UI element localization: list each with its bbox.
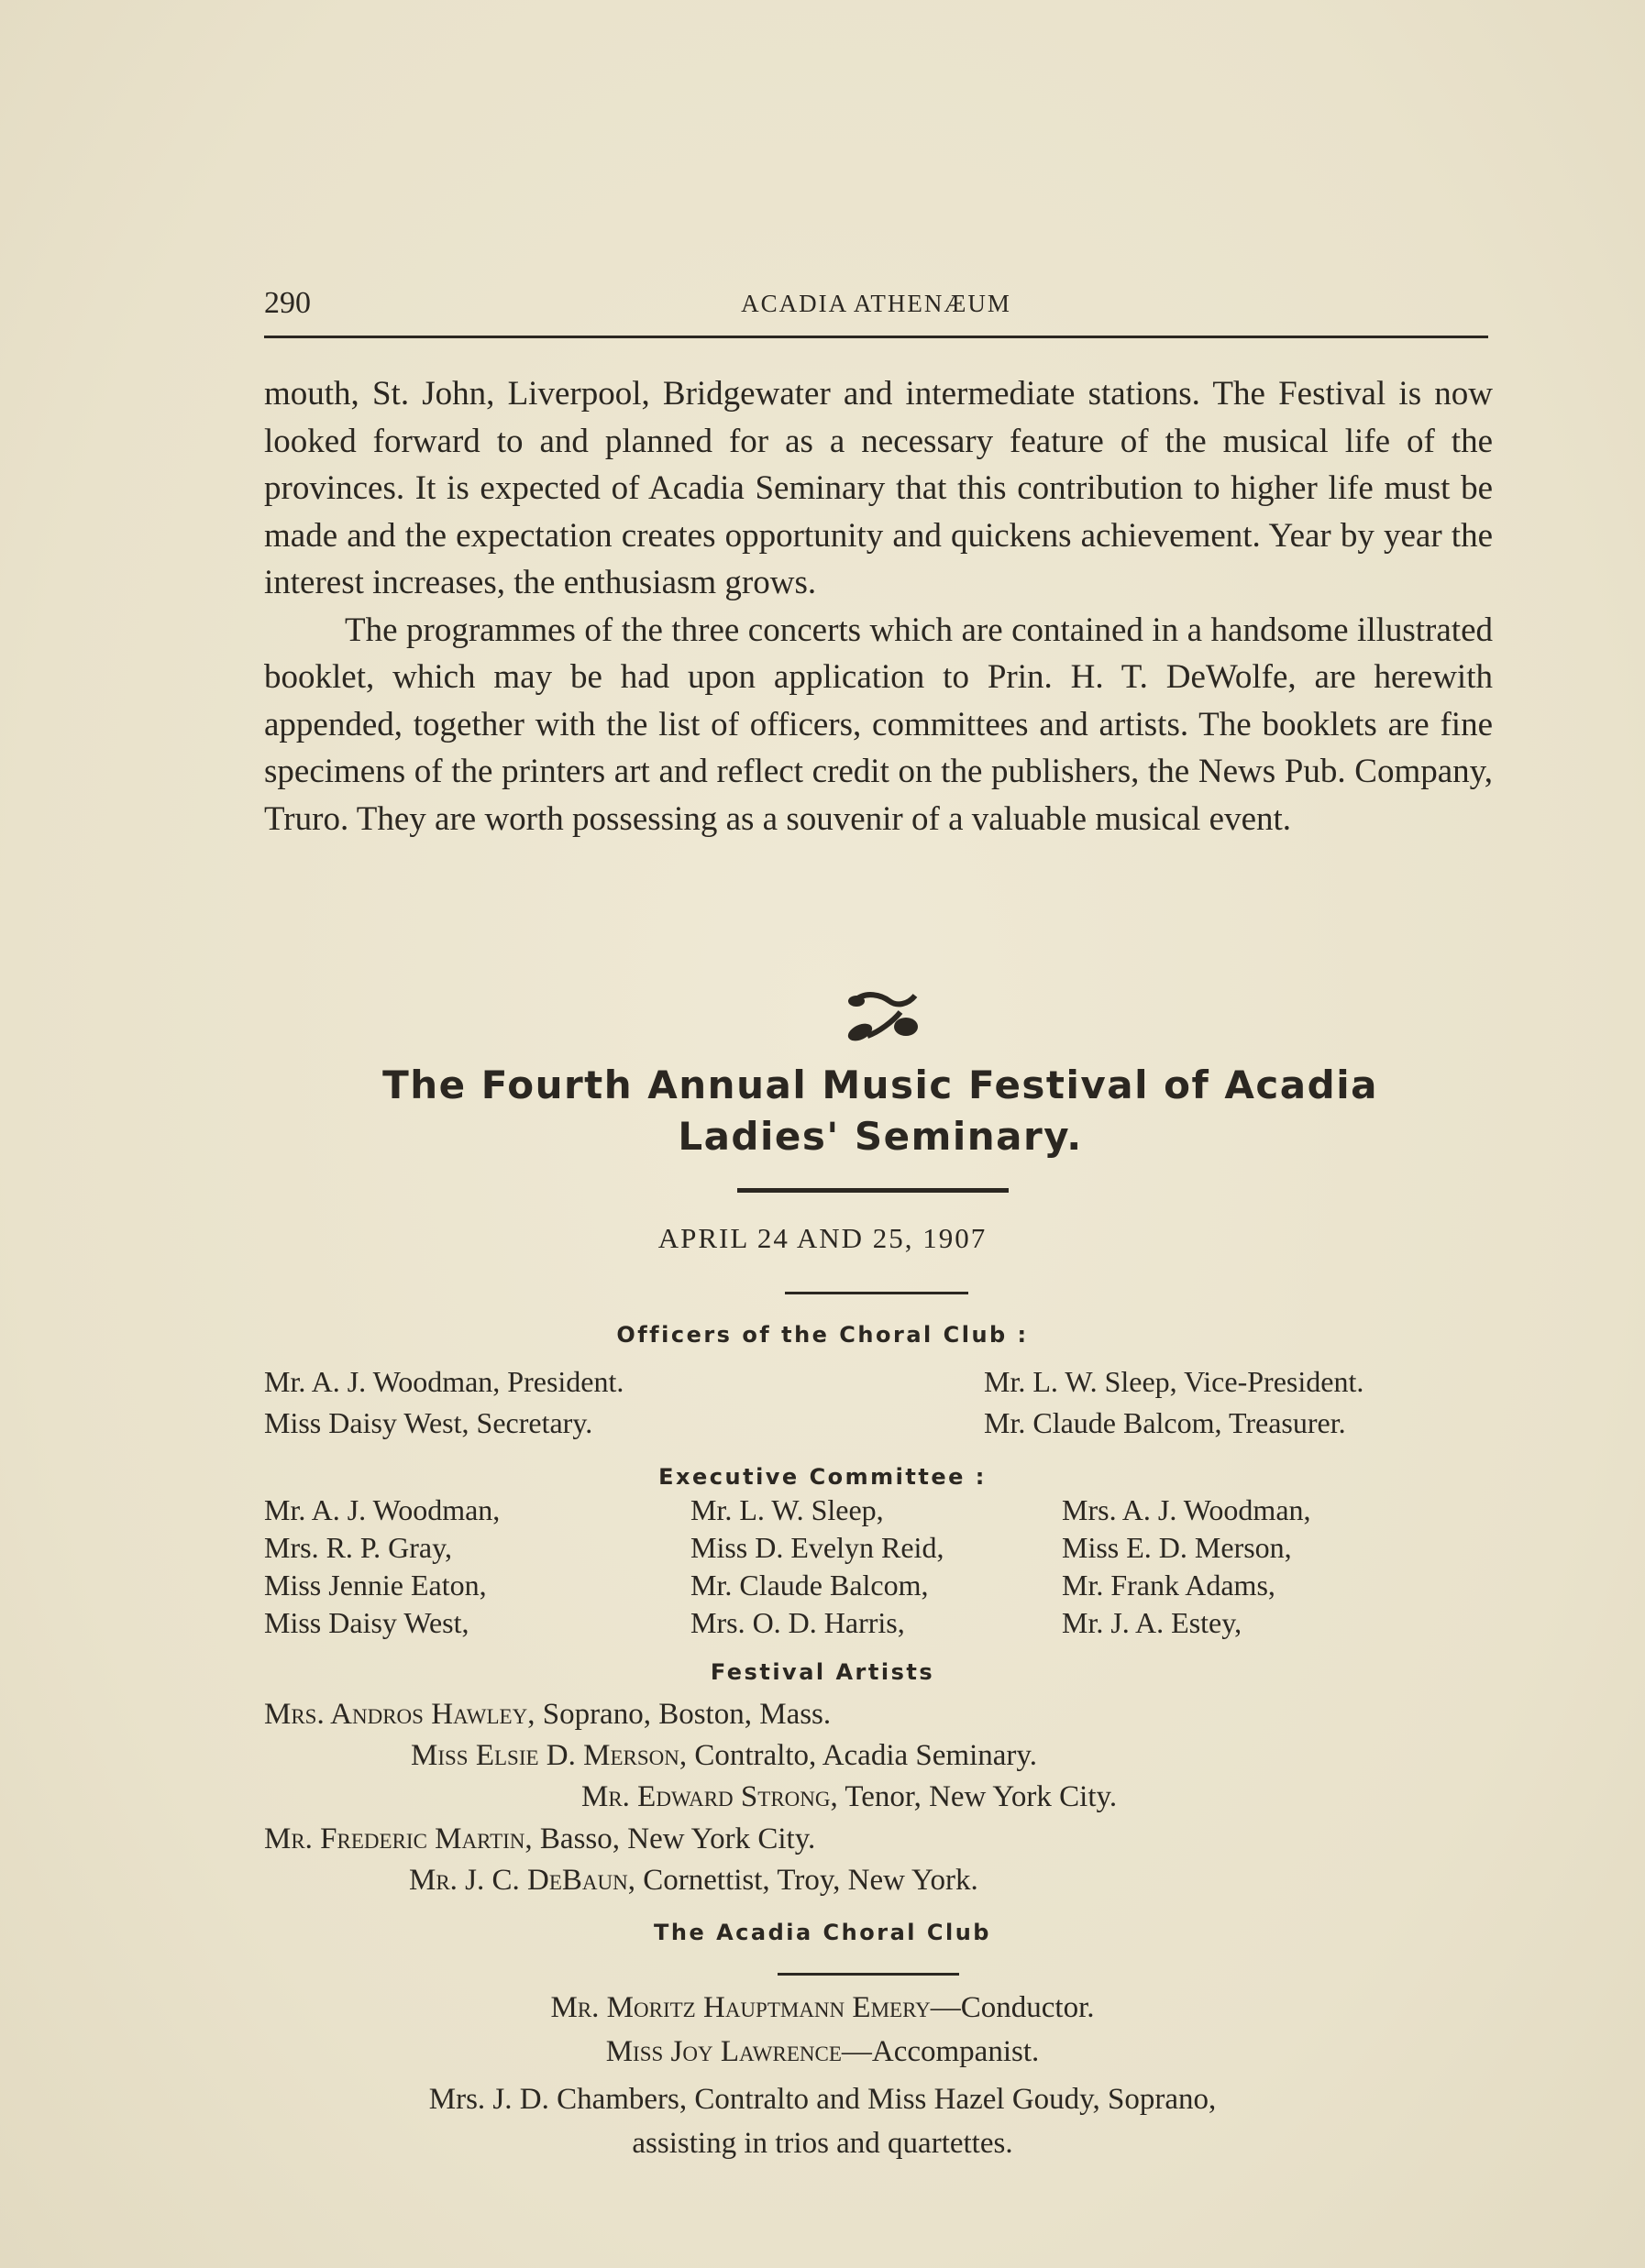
conductor-name: Mr. Moritz Hauptmann Emery [550,1991,931,2024]
officer-item: Mr. A. J. Woodman, President. [264,1365,624,1398]
artist-name: Mr. Frederic Martin, [264,1822,533,1855]
festival-artists-heading: Festival Artists [710,1659,935,1685]
committee-member: Miss Jennie Eaton, [264,1569,487,1602]
artist-entry [581,1780,1117,1814]
artist-detail: Soprano, Boston, Mass. [535,1698,832,1731]
committee-member: Mrs. A. J. Woodman, [1062,1493,1311,1526]
accompanist-name: Miss Joy Lawrence [605,2035,842,2068]
artist-detail: Contralto, Acadia Seminary. [687,1739,1037,1772]
accompanist-line [0,2035,1645,2069]
committee-member: Miss D. Evelyn Reid, [690,1531,944,1564]
conductor-line [0,1991,1645,2025]
committee-member: Mr. J. A. Estey, [1062,1606,1242,1639]
officer-item: Miss Daisy West, Secretary. [264,1406,593,1439]
executive-committee-heading: Executive Committee : [658,1464,987,1490]
festival-title [275,1060,1485,1162]
artist-detail: Tenor, New York City. [837,1780,1118,1813]
committee-member: Mr. L. W. Sleep, [690,1493,884,1526]
committee-member: Miss E. D. Merson, [1062,1531,1292,1564]
conductor-role: —Conductor. [930,1991,1095,2024]
fleuron-ornament-icon [842,988,924,1043]
title-rule [737,1188,1009,1193]
officer-item: Mr. Claude Balcom, Treasurer. [984,1406,1346,1439]
committee-member: Mr. Claude Balcom, [690,1569,929,1602]
artist-detail: Cornettist, Troy, New York. [635,1864,978,1897]
assisting-artists-line: assisting in trios and quartettes. [632,2127,1013,2160]
running-title: ACADIA ATHENÆUM [741,290,1011,317]
festival-dates: APRIL 24 AND 25, 1907 [657,1222,988,1254]
page-header [264,286,1488,323]
artist-name: Miss Elsie D. Merson, [411,1739,688,1772]
committee-member: Mr. A. J. Woodman, [264,1493,501,1526]
choral-club-heading: The Acadia Choral Club [654,1920,991,1945]
artist-entry [409,1864,978,1898]
artist-name: Mrs. Andros Hawley, [264,1698,535,1731]
artist-name: Mr. Edward Strong, [581,1780,838,1813]
body-text [264,370,1493,842]
artist-detail: Basso, New York City. [532,1822,816,1855]
paragraph-2: The programmes of the three concerts which are contained in a handsome illustrated booklet, which may be had upon application to Prin. H. T. DeWolfe, are herewith appended, together with the list of officers, committees and artists. The booklets are fine specimens of the printers art and reflect credit on the publishers, the News Pub. Company, Truro. They are worth possessing as a souvenir of a valuable musical event. [264,611,1493,838]
committee-member: Mrs. O. D. Harris, [690,1606,905,1639]
choral-club-rule [778,1973,959,1976]
committee-member: Mr. Frank Adams, [1062,1569,1275,1602]
assisting-artists-line: Mrs. J. D. Chambers, Contralto and Miss Hazel Goudy, Soprano, [428,2083,1217,2116]
page-number: 290 [264,286,311,320]
officer-item: Mr. L. W. Sleep, Vice-President. [984,1365,1364,1398]
festival-title-line2: Ladies' Seminary. [678,1114,1083,1159]
header-rule [264,336,1488,338]
artist-entry [411,1739,1037,1773]
artist-entry [264,1822,815,1856]
paragraph-1: mouth, St. John, Liverpool, Bridgewater and intermediate stations. The Festival is now looked forward to and planned for as a necessary feature of the musical life of the provinces. It is expected of Acadia Seminary that this contribution to higher life must be made and the expectation creates opportunity and quickens achievement. Year by year the interest increases, the enthusiasm grows. [264,375,1493,601]
festival-title-line1: The Fourth Annual Music Festival of Acadia [382,1062,1378,1107]
committee-member: Mrs. R. P. Gray, [264,1531,453,1564]
officers-heading: Officers of the Choral Club : [616,1322,1029,1348]
committee-member: Miss Daisy West, [264,1606,469,1639]
dates-rule [785,1292,968,1294]
artist-name: Mr. J. C. DeBaun, [409,1864,636,1897]
artist-entry [264,1698,831,1732]
accompanist-role: —Accompanist. [841,2035,1040,2068]
